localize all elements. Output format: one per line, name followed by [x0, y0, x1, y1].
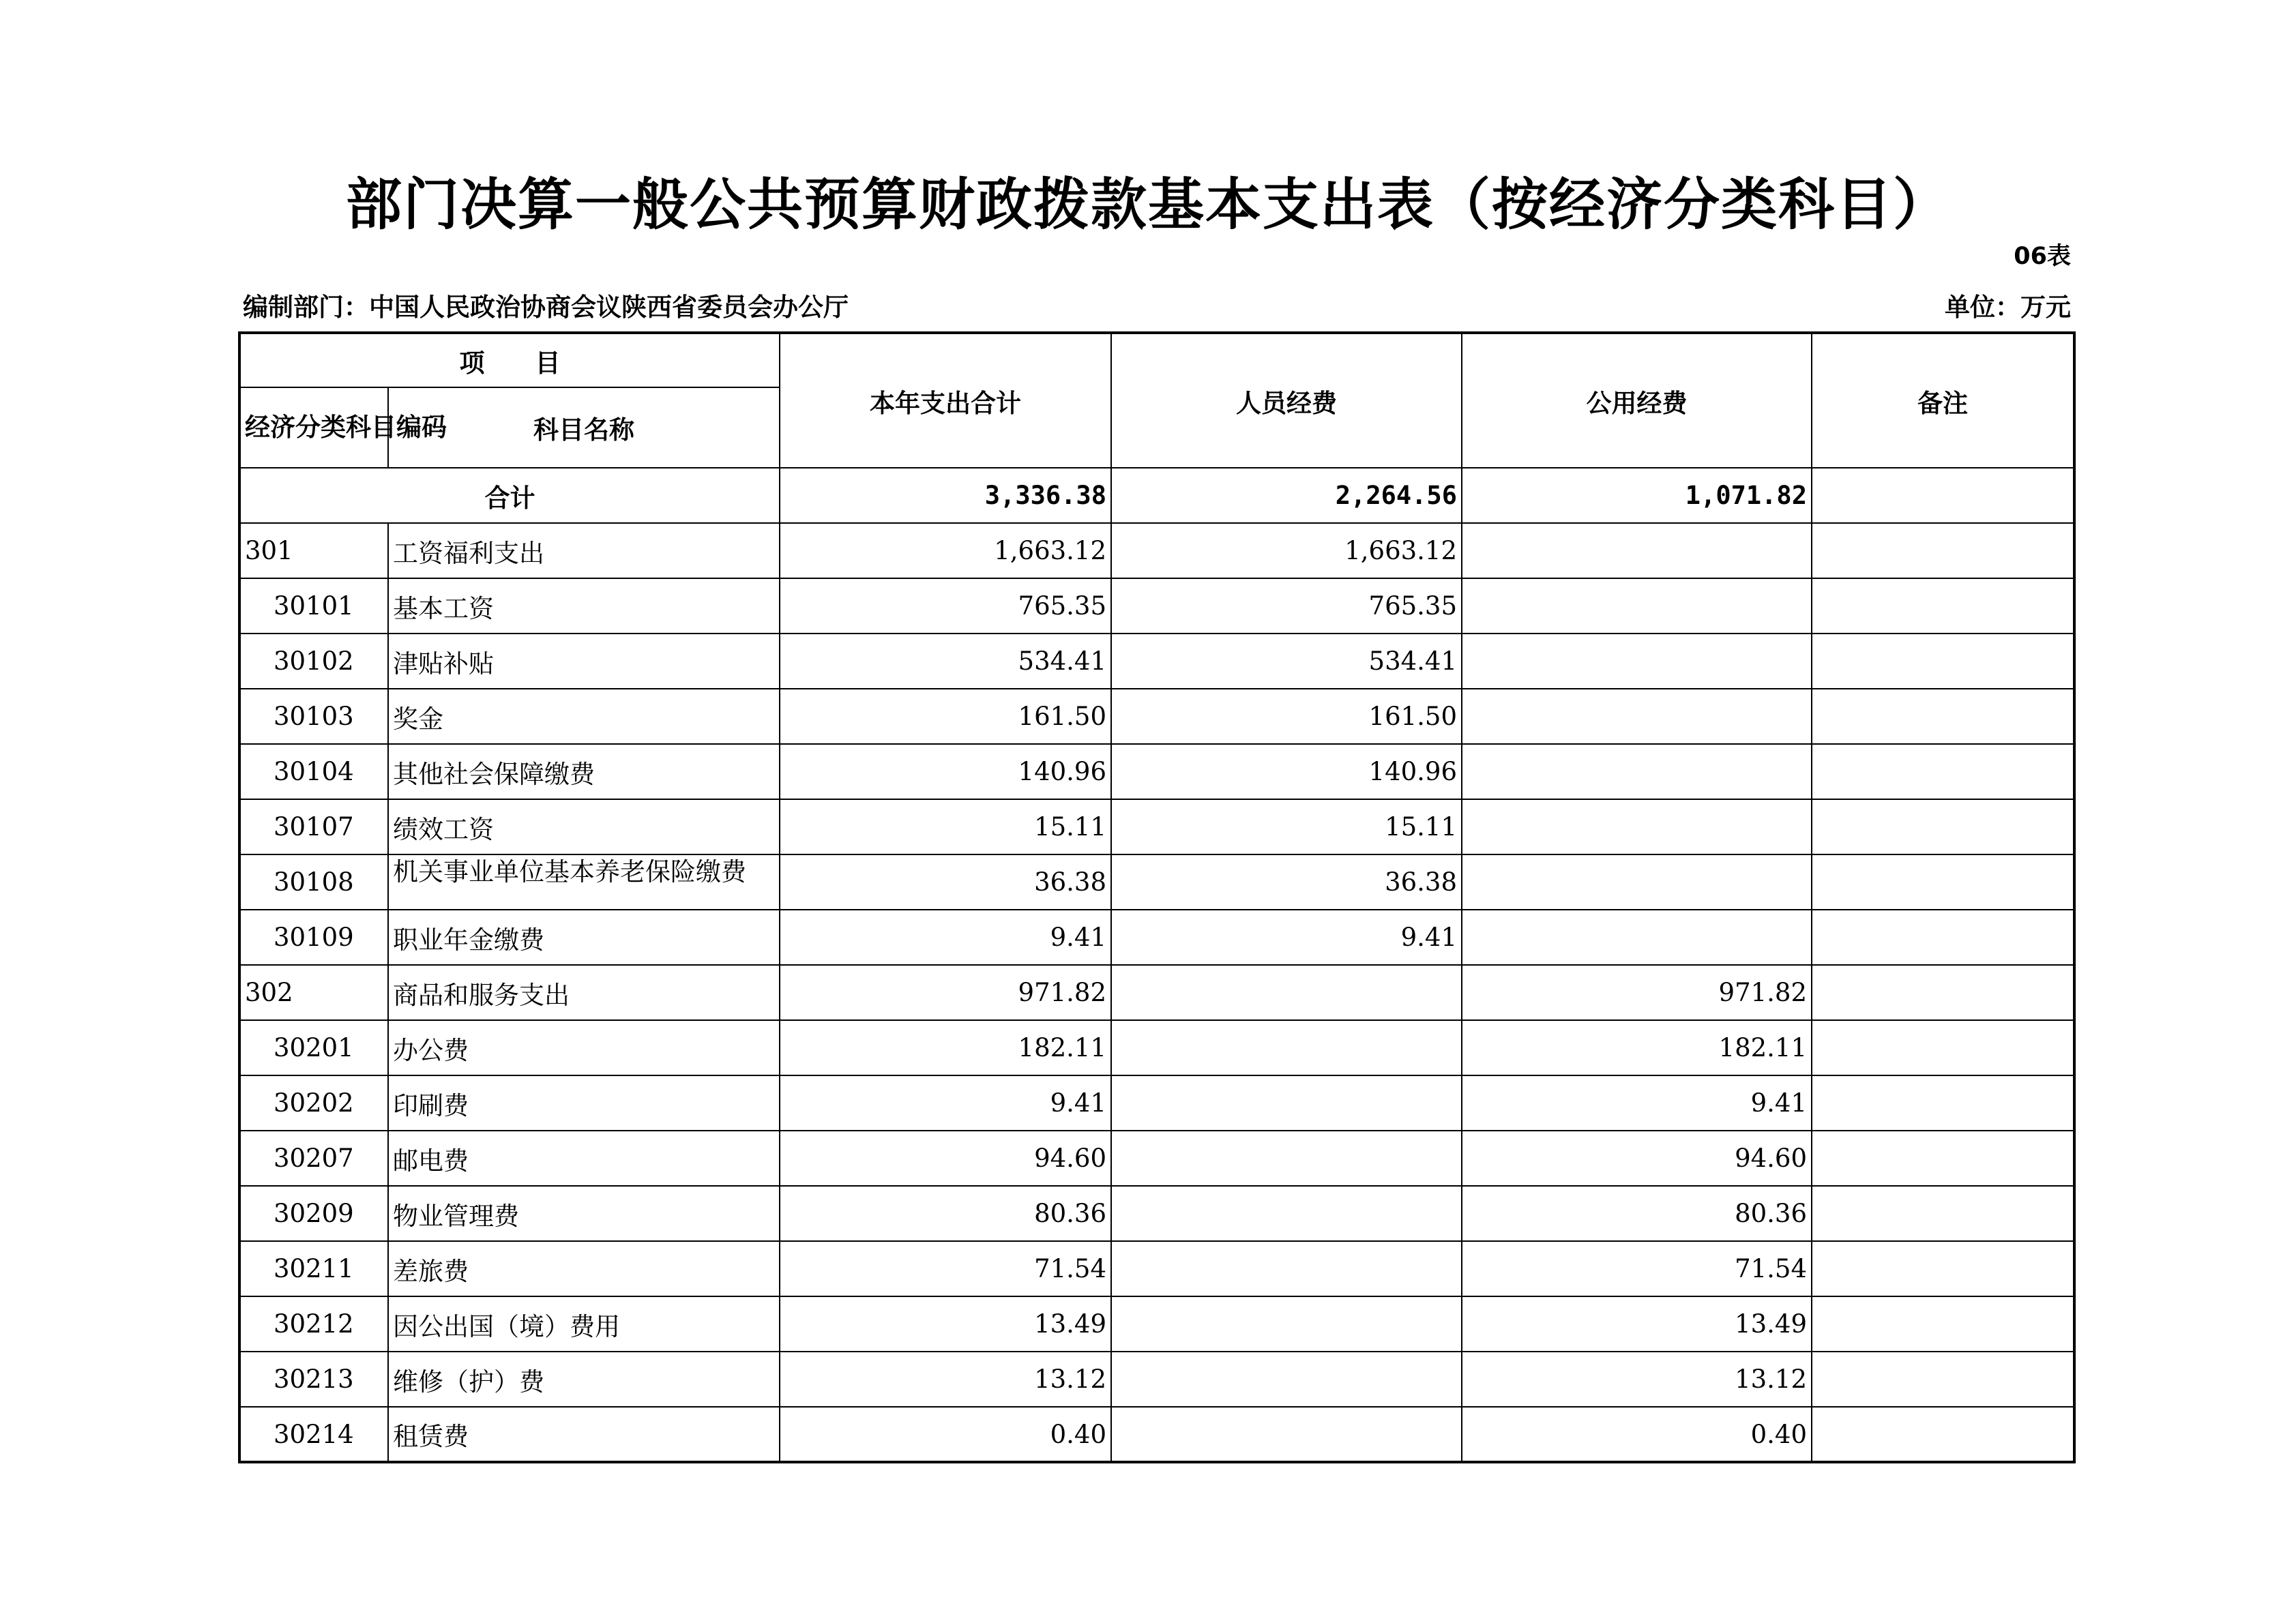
cell-code: 30212 [239, 1296, 388, 1352]
preparing-department: 编制部门：中国人民政治协商会议陕西省委员会办公厅 [243, 293, 849, 322]
summary-remark [1812, 468, 2074, 523]
cell-public: 971.82 [1462, 965, 1812, 1020]
cell-code: 30213 [239, 1352, 388, 1407]
cell-total: 13.12 [780, 1352, 1111, 1407]
cell-public [1462, 523, 1812, 578]
cell-total: 9.41 [780, 910, 1111, 965]
cell-remark [1812, 1296, 2074, 1352]
cell-personnel: 9.41 [1111, 910, 1462, 965]
cell-code: 30209 [239, 1186, 388, 1241]
summary-personnel: 2,264.56 [1111, 468, 1462, 523]
cell-personnel [1111, 1241, 1462, 1296]
cell-public: 80.36 [1462, 1186, 1812, 1241]
cell-total: 94.60 [780, 1131, 1111, 1186]
header-personnel: 人员经费 [1111, 333, 1462, 468]
cell-total: 15.11 [780, 799, 1111, 854]
table-row [239, 799, 2074, 854]
cell-public: 182.11 [1462, 1020, 1812, 1075]
cell-remark [1812, 634, 2074, 689]
cell-public: 94.60 [1462, 1131, 1812, 1186]
table-row [239, 910, 2074, 965]
cell-public: 13.12 [1462, 1352, 1812, 1407]
expenditure-table [238, 331, 2076, 1463]
cell-total: 1,663.12 [780, 523, 1111, 578]
cell-personnel: 534.41 [1111, 634, 1462, 689]
cell-code: 30202 [239, 1075, 388, 1131]
cell-personnel [1111, 1296, 1462, 1352]
header-remark: 备注 [1812, 333, 2074, 468]
header-code: 经济分类科目编码 [239, 387, 388, 468]
cell-name: 基本工资 [388, 578, 780, 634]
table-row [239, 689, 2074, 744]
cell-name: 邮电费 [388, 1131, 780, 1186]
cell-name: 印刷费 [388, 1075, 780, 1131]
cell-code: 30109 [239, 910, 388, 965]
cell-name: 物业管理费 [388, 1186, 780, 1241]
cell-personnel [1111, 1075, 1462, 1131]
cell-code: 30102 [239, 634, 388, 689]
cell-personnel: 765.35 [1111, 578, 1462, 634]
cell-code: 302 [239, 965, 388, 1020]
cell-name: 津贴补贴 [388, 634, 780, 689]
cell-public [1462, 634, 1812, 689]
cell-remark [1812, 689, 2074, 744]
cell-total: 182.11 [780, 1020, 1111, 1075]
cell-name: 工资福利支出 [388, 523, 780, 578]
table-row [239, 1241, 2074, 1296]
cell-code: 301 [239, 523, 388, 578]
cell-personnel: 36.38 [1111, 854, 1462, 910]
cell-name: 机关事业单位基本养老保险缴费 [388, 854, 780, 910]
header-name: 科目名称 [388, 387, 780, 468]
cell-total: 0.40 [780, 1407, 1111, 1462]
table-row [239, 1407, 2074, 1462]
cell-remark [1812, 1352, 2074, 1407]
cell-code: 30211 [239, 1241, 388, 1296]
cell-code: 30108 [239, 854, 388, 910]
cell-total: 71.54 [780, 1241, 1111, 1296]
cell-code: 30104 [239, 744, 388, 799]
cell-remark [1812, 799, 2074, 854]
summary-public: 1,071.82 [1462, 468, 1812, 523]
cell-personnel: 1,663.12 [1111, 523, 1462, 578]
summary-total: 3,336.38 [780, 468, 1111, 523]
table-row [239, 854, 2074, 910]
cell-public [1462, 578, 1812, 634]
cell-remark [1812, 1131, 2074, 1186]
cell-name: 职业年金缴费 [388, 910, 780, 965]
header-total: 本年支出合计 [780, 333, 1111, 468]
cell-code: 30201 [239, 1020, 388, 1075]
cell-remark [1812, 523, 2074, 578]
cell-name: 租赁费 [388, 1407, 780, 1462]
table-row [239, 1296, 2074, 1352]
cell-code: 30107 [239, 799, 388, 854]
unit-label: 单位：万元 [1945, 293, 2071, 322]
cell-total: 534.41 [780, 634, 1111, 689]
table-row [239, 1075, 2074, 1131]
cell-code: 30103 [239, 689, 388, 744]
cell-personnel: 161.50 [1111, 689, 1462, 744]
cell-total: 971.82 [780, 965, 1111, 1020]
cell-personnel [1111, 1020, 1462, 1075]
table-row [239, 634, 2074, 689]
table-number: 06表 [2014, 243, 2071, 270]
cell-remark [1812, 910, 2074, 965]
cell-total: 765.35 [780, 578, 1111, 634]
cell-personnel: 140.96 [1111, 744, 1462, 799]
cell-name: 商品和服务支出 [388, 965, 780, 1020]
cell-public [1462, 910, 1812, 965]
cell-total: 9.41 [780, 1075, 1111, 1131]
cell-personnel [1111, 1352, 1462, 1407]
cell-total: 161.50 [780, 689, 1111, 744]
cell-total: 13.49 [780, 1296, 1111, 1352]
header-item: 项 目 [239, 333, 780, 387]
cell-total: 36.38 [780, 854, 1111, 910]
cell-name: 差旅费 [388, 1241, 780, 1296]
cell-personnel [1111, 1131, 1462, 1186]
cell-remark [1812, 1186, 2074, 1241]
cell-remark [1812, 1020, 2074, 1075]
table-row [239, 965, 2074, 1020]
summary-row [239, 468, 2074, 523]
cell-personnel [1111, 1186, 1462, 1241]
cell-personnel: 15.11 [1111, 799, 1462, 854]
cell-public [1462, 744, 1812, 799]
cell-personnel [1111, 1407, 1462, 1462]
cell-name: 办公费 [388, 1020, 780, 1075]
cell-remark [1812, 854, 2074, 910]
cell-remark [1812, 965, 2074, 1020]
cell-personnel [1111, 965, 1462, 1020]
cell-remark [1812, 744, 2074, 799]
page-title: 部门决算一般公共预算财政拨款基本支出表（按经济分类科目） [345, 173, 1950, 237]
cell-remark [1812, 1075, 2074, 1131]
cell-total: 80.36 [780, 1186, 1111, 1241]
cell-name: 其他社会保障缴费 [388, 744, 780, 799]
cell-name: 绩效工资 [388, 799, 780, 854]
cell-remark [1812, 578, 2074, 634]
table-row [239, 523, 2074, 578]
table-row [239, 1131, 2074, 1186]
cell-public: 9.41 [1462, 1075, 1812, 1131]
table-row [239, 1020, 2074, 1075]
cell-public [1462, 854, 1812, 910]
table-row [239, 1186, 2074, 1241]
cell-name: 因公出国（境）费用 [388, 1296, 780, 1352]
cell-public: 0.40 [1462, 1407, 1812, 1462]
table-row [239, 1352, 2074, 1407]
cell-remark [1812, 1241, 2074, 1296]
cell-total: 140.96 [780, 744, 1111, 799]
cell-public: 13.49 [1462, 1296, 1812, 1352]
cell-code: 30207 [239, 1131, 388, 1186]
cell-code: 30101 [239, 578, 388, 634]
cell-public: 71.54 [1462, 1241, 1812, 1296]
table-row [239, 744, 2074, 799]
cell-remark [1812, 1407, 2074, 1462]
cell-public [1462, 689, 1812, 744]
cell-code: 30214 [239, 1407, 388, 1462]
table-row [239, 578, 2074, 634]
summary-label: 合计 [239, 468, 780, 523]
cell-public [1462, 799, 1812, 854]
header-public: 公用经费 [1462, 333, 1812, 468]
cell-name: 奖金 [388, 689, 780, 744]
cell-name: 维修（护）费 [388, 1352, 780, 1407]
